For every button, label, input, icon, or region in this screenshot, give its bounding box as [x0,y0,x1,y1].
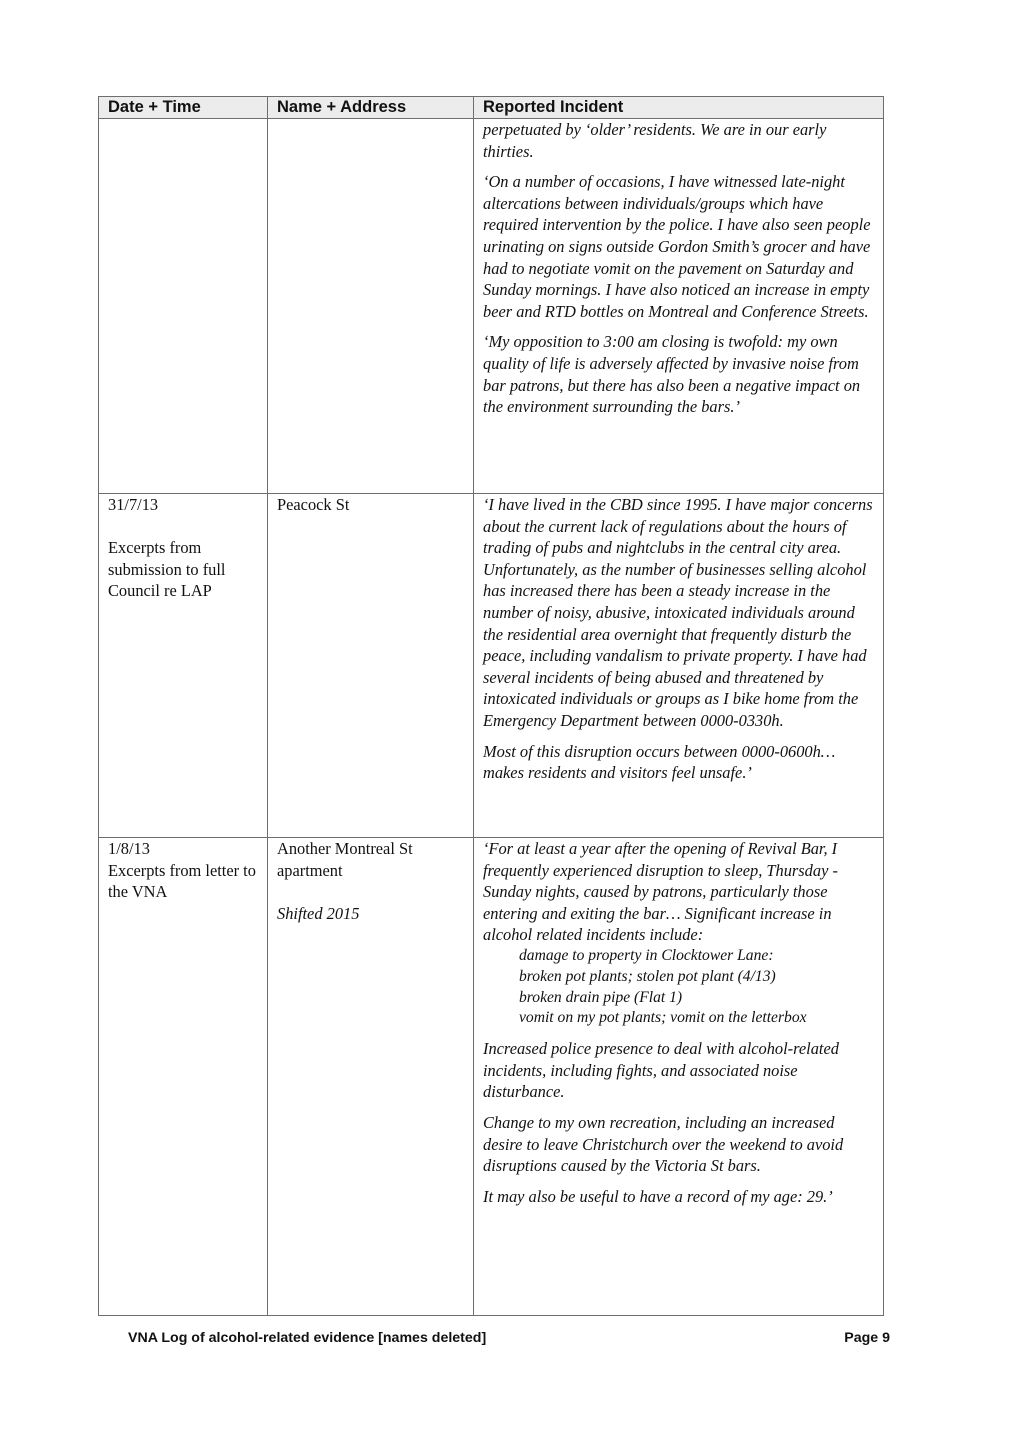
incident-paragraph: It may also be useful to have a record of my age: 29.’ [483,1186,833,1206]
header-reported-incident: Reported Incident [474,97,884,119]
page-number: Page 9 [844,1330,890,1346]
incident-cell [474,119,884,494]
date-value: 31/7/13 [108,495,159,514]
name-cell [268,119,474,494]
incident-cell [474,494,884,838]
name-cell [268,494,474,838]
incident-paragraph: Increased police presence to deal with alcohol-related incidents, including fights, and associated noise disturbance. [483,1039,839,1102]
incident-paragraph: ‘On a number of occasions, I have witnessed late-night altercations between individuals/groups which have required intervention by the police. I have also seen people urinating on signs outside Gordon Smith’s grocer and have had to negotiate vomit on the pavement on Saturday and Sunday mornings. I have also noticed an increase in empty beer and RTD bottles on Montreal and Conference Streets. [483,172,871,321]
incident-paragraph: Most of this disruption occurs between 0000-0600h…makes residents and visitors feel unsafe.’ [483,741,836,783]
date-cell [99,494,268,838]
incident-paragraph: ‘My opposition to 3:00 am closing is twofold: my own quality of life is adversely affected by invasive noise from bar patrons, but there has also been a negative impact on the environment surrounding the bars.’ [483,332,861,417]
evidence-log-table [98,96,884,1316]
page-footer [128,1330,890,1346]
incident-cell [474,838,884,1316]
list-item: vomit on my pot plants; vomit on the letterbox [519,1009,807,1027]
incident-paragraph: perpetuated by ‘older’ residents. We are in our early thirties. [483,120,827,161]
name-cell [268,838,474,1316]
date-cell [99,838,268,1316]
incident-list [519,946,875,1029]
header-name-address: Name + Address [268,97,474,119]
table-row [99,494,884,838]
incident-paragraph: ‘For at least a year after the opening of Revival Bar, I frequently experienced disruption to sleep, Thursday - Sunday nights, caused by patrons, particularly those entering and exiting the bar… Significant increase in alcohol related incidents include: [483,839,838,945]
list-item: broken pot plants; stolen pot plant (4/13) [519,967,776,985]
incident-paragraph: ‘I have lived in the CBD since 1995. I have major concerns about the current lack of regulations about the hours of trading of pubs and nightclubs in the central city area. Unfortunately, as the number of businesses selling alcohol has increased there has been a steady increase in the number of noisy, abusive, intoxicated individuals around the residential area overnight that frequently disturb the peace, including vandalism to private property. I have had several incidents of being abused and threatened by intoxicated individuals or groups as I bike home from the Emergency Department between 0000-0330h. [483,495,873,730]
date-cell [99,119,268,494]
table-row [99,119,884,494]
table-header-row [99,97,884,119]
list-item: damage to property in Clocktower Lane: [519,946,774,964]
address-value: Another Montreal St apartment [277,839,413,880]
date-note: Excerpts from letter to the VNA [108,860,256,902]
address-note: Shifted 2015 [277,903,360,923]
date-value: 1/8/13 [108,839,150,858]
date-note: Excerpts from submission to full Council re LAP [108,538,226,601]
list-item: broken drain pipe (Flat 1) [519,988,683,1006]
address-value: Peacock St [277,495,350,514]
header-date-time: Date + Time [99,97,268,119]
table-row [99,838,884,1316]
footer-title: VNA Log of alcohol-related evidence [names deleted] [128,1330,487,1346]
incident-paragraph: Change to my own recreation, including an increased desire to leave Christchurch over the weekend to avoid disruptions caused by the Victoria St bars. [483,1112,844,1176]
